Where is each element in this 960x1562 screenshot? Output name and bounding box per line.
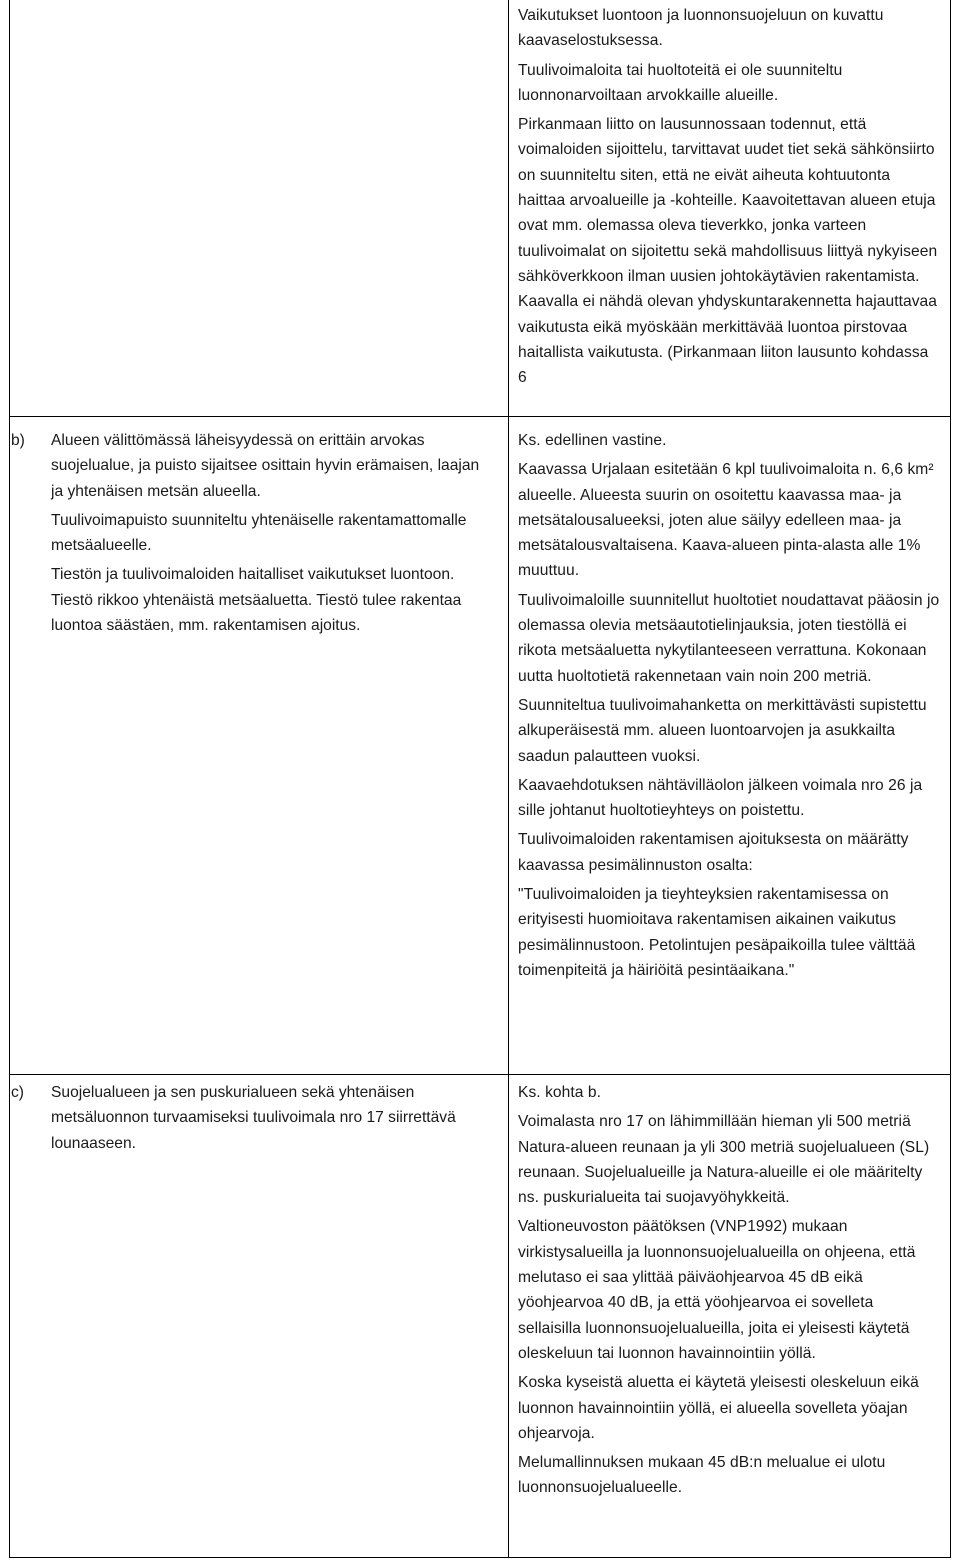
- paragraph: Ks. edellinen vastine.: [518, 432, 667, 449]
- paragraph: Suunniteltua tuulivoimahanketta on merkittävästi supistettu alkuperäisestä mm. alueen luontoarvojen ja asukkailta saadun palautteen vuoksi.: [518, 696, 927, 765]
- paragraph: Koska kyseistä aluetta ei käytetä yleisesti oleskeluun eikä luonnon havainnointiin yöllä, ei alueella sovelleta yöajan ohjearvoja.: [518, 1374, 919, 1442]
- paragraph: Ks. kohta b.: [518, 1084, 601, 1101]
- item-text: [51, 1080, 491, 1160]
- paragraph: Kaavaehdotuksen nähtävilläolon jälkeen voimala nro 26 ja sille johtanut huoltotieyhteys on poistettu.: [518, 776, 923, 820]
- paragraph: "Tuulivoimaloiden ja tieyhteyksien rakentamisessa on erityisesti huomioitava rakentamisen aikainen vaikutus pesimälinnustoon. Petolintujen pesäpaikoilla tulee välttää toimenpiteitä ja häiriöitä pesintäaikana.": [518, 886, 916, 979]
- paragraph: Tiestön ja tuulivoimaloiden haitalliset vaikutukset luontoon. Tiestö rikkoo yhtenäistä metsäaluetta. Tiestö tulee rakentaa luontoa säästäen, mm. rakentamisen ajoitus.: [51, 566, 462, 635]
- paragraph: Tuulivoimaloita tai huoltoteitä ei ole suunniteltu luonnonarvoiltaan arvokkaille alueille.: [518, 61, 843, 104]
- paragraph: Suojelualueen ja sen puskurialueen sekä yhtenäisen metsäluonnon turvaamiseksi tuulivoimala nro 17 siirrettävä lounaaseen.: [51, 1084, 456, 1152]
- table-right-border: [950, 0, 951, 1558]
- row-divider-c: [9, 1074, 951, 1075]
- paragraph: Vaikutukset luontoon ja luonnonsuojeluun on kuvattu kaavaselostuksessa.: [518, 7, 884, 50]
- paragraph: Kaavassa Urjalaan esitetään 6 kpl tuulivoimaloita n. 6,6 km² alueelle. Alueesta suurin on osoitettu kaavassa maa- ja metsätalousalueeksi, joten alue säilyy edelleen maa- ja metsätalousvaltaisena. Kaava-alueen pinta-alasta alle 1% muuttuu.: [518, 461, 934, 580]
- row-divider-b: [9, 416, 951, 417]
- item-label: c): [11, 1084, 24, 1101]
- table-bottom-border: [9, 1557, 951, 1558]
- paragraph: Alueen välittömässä läheisyydessä on erittäin arvokas suojelualue, ja puisto sijaitsee osittain hyvin erämaisen, laajan ja yhtenäisen metsän alueella.: [51, 432, 480, 500]
- table-column-divider: [508, 0, 509, 1558]
- paragraph: Tuulivoimapuisto suunniteltu yhtenäiselle rakentamattomalle metsäalueelle.: [51, 511, 467, 555]
- paragraph: Valtioneuvoston päätöksen (VNP1992) mukaan virkistysalueilla ja luonnonsuojelualueilla on ohjeena, että melutaso ei saa ylittää päiväohjearvoa 45 dB eikä yöohjearvoa 40 dB, ja että yöohjearvoa ei sovelleta sellaisilla luonnonsuojelualueilla, joita ei yleisesti käytetä oleskeluun tai luonnon havainnointiin yöllä.: [518, 1218, 916, 1362]
- row-c-right-cell: [518, 1080, 940, 1505]
- paragraph: Pirkanmaan liitto on lausunnossaan todennut, että voimaloiden sijoittelu, tarvittavat uudet tiet sekä sähkönsiirto on suunniteltu siten, että ne eivät aiheuta kohtuutonta haittaa arvoalueille ja -kohteille. Kaavoitettavan alueen etuja ovat mm. olemassa oleva tieverkko, jonka varteen tuulivoimalat on sijoitettu sekä mahdollisuus liittyä nykyiseen sähköverkkoon ilman uusien johtokäytävien rakentamista. Kaavalla ei nähdä olevan yhdyskuntarakennetta hajauttavaa vaikutusta eikä myöskään merkittävää luontoa pirstovaa haitallista vaikutusta. (Pirkanmaan liiton lausunto kohdassa 6: [518, 116, 938, 387]
- table-left-border: [9, 0, 10, 1558]
- paragraph: Tuulivoimaloille suunnitellut huoltotiet noudattavat pääosin jo olemassa olevia metsäautotielinjauksia, joten tiestöllä ei rikota metsäaluetta nykytilanteeseen verrattuna. Kokonaan uutta huoltotietä rakennetaan vain noin 200 metriä.: [518, 591, 940, 685]
- item-label: b): [11, 432, 25, 449]
- item-text: [51, 428, 491, 642]
- row-b-right-cell: [518, 428, 940, 987]
- paragraph: Melumallinnuksen mukaan 45 dB:n melualue ei ulotu luonnonsuojelualueelle.: [518, 1454, 886, 1497]
- paragraph: Voimalasta nro 17 on lähimmillään hieman yli 500 metriä Natura-alueen reunaan ja yli 300 metriä suojelualueen (SL) reunaan. Suojelualueille ja Natura-alueille ei ole määritelty ns. puskurialueita tai suojavyöhykkeitä.: [518, 1113, 930, 1207]
- top-right-cell: [518, 3, 940, 394]
- paragraph: Tuulivoimaloiden rakentamisen ajoituksesta on määrätty kaavassa pesimälinnuston osalta:: [518, 831, 909, 874]
